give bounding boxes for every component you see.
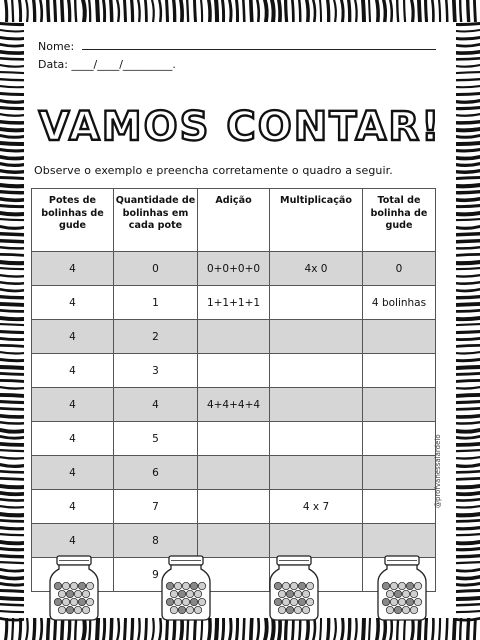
table-row	[32, 524, 436, 558]
date-blanks[interactable]: ____/____/_________.	[71, 58, 176, 71]
table-cell[interactable]: 4 bolinhas	[363, 286, 436, 320]
marble-jar	[378, 556, 426, 620]
table-cell[interactable]	[270, 388, 363, 422]
author-credit: @profvanessalardelo	[434, 434, 442, 508]
table-cell[interactable]: 4 x 7	[270, 490, 363, 524]
worksheet-page	[24, 22, 456, 618]
table-row	[32, 456, 436, 490]
date-field[interactable]	[38, 58, 176, 71]
col-header-total: Total de bolinha de gude	[363, 189, 436, 252]
table-cell[interactable]	[363, 422, 436, 456]
table-cell: 4	[32, 422, 114, 456]
instruction-text: Observe o exemplo e preencha corretamente o quadro a seguir.	[34, 164, 393, 177]
table-cell: 8	[114, 524, 198, 558]
table-cell: 4	[32, 490, 114, 524]
marble-jar	[50, 556, 98, 620]
table-row	[32, 354, 436, 388]
col-header-multiplicacao: Multiplicação	[270, 189, 363, 252]
table-cell[interactable]: 4x 0	[270, 252, 363, 286]
table-cell: 6	[114, 456, 198, 490]
table-cell[interactable]	[198, 456, 270, 490]
table-cell: 4	[32, 354, 114, 388]
table-cell[interactable]	[363, 320, 436, 354]
table-cell[interactable]	[270, 286, 363, 320]
table-cell[interactable]	[363, 524, 436, 558]
table-cell: 4	[32, 286, 114, 320]
marble-jar	[270, 556, 318, 620]
table-cell: 3	[114, 354, 198, 388]
table-row	[32, 320, 436, 354]
table-cell[interactable]	[363, 490, 436, 524]
table-cell[interactable]	[363, 354, 436, 388]
table-cell[interactable]: 4+4+4+4	[198, 388, 270, 422]
table-cell[interactable]	[270, 354, 363, 388]
table-cell: 7	[114, 490, 198, 524]
table-row	[32, 286, 436, 320]
table-cell: 4	[32, 456, 114, 490]
table-row	[32, 422, 436, 456]
table-cell: 4	[32, 252, 114, 286]
name-field[interactable]	[38, 40, 436, 53]
page-title	[24, 96, 456, 156]
table-cell: 0	[114, 252, 198, 286]
table-cell: 9	[114, 558, 198, 592]
table-cell: 1	[114, 286, 198, 320]
table-row	[32, 490, 436, 524]
table-row	[32, 388, 436, 422]
table-cell: 4	[32, 320, 114, 354]
col-header-quantidade: Quantidade de bolinhas em cada pote	[114, 189, 198, 252]
marble-jars-illustration	[24, 554, 456, 624]
col-header-adicao: Adição	[198, 189, 270, 252]
table-cell: 4	[32, 524, 114, 558]
table-cell[interactable]	[198, 490, 270, 524]
name-label: Nome:	[38, 40, 75, 53]
table-cell[interactable]: 1+1+1+1	[198, 286, 270, 320]
table-cell[interactable]: 0+0+0+0	[198, 252, 270, 286]
table-cell[interactable]	[198, 354, 270, 388]
table-cell[interactable]: 0	[363, 252, 436, 286]
table-row	[32, 252, 436, 286]
table-cell: 4	[114, 388, 198, 422]
table-header-row	[32, 189, 436, 252]
counting-table	[31, 188, 436, 592]
table-cell[interactable]	[270, 456, 363, 490]
table-cell: 5	[114, 422, 198, 456]
table-cell[interactable]	[270, 320, 363, 354]
date-label: Data:	[38, 58, 68, 71]
table-cell[interactable]	[270, 422, 363, 456]
table-cell[interactable]	[270, 524, 363, 558]
table-cell[interactable]	[198, 320, 270, 354]
page-title-text: VAMOS CONTAR!	[38, 104, 442, 150]
table-cell[interactable]	[198, 524, 270, 558]
table-cell: 4	[32, 388, 114, 422]
table-cell: 2	[114, 320, 198, 354]
table-cell[interactable]	[198, 422, 270, 456]
table-cell[interactable]	[363, 456, 436, 490]
table-cell[interactable]	[363, 388, 436, 422]
name-line[interactable]	[82, 40, 436, 50]
col-header-potes: Potes de bolinhas de gude	[32, 189, 114, 252]
marble-jar	[162, 556, 210, 620]
